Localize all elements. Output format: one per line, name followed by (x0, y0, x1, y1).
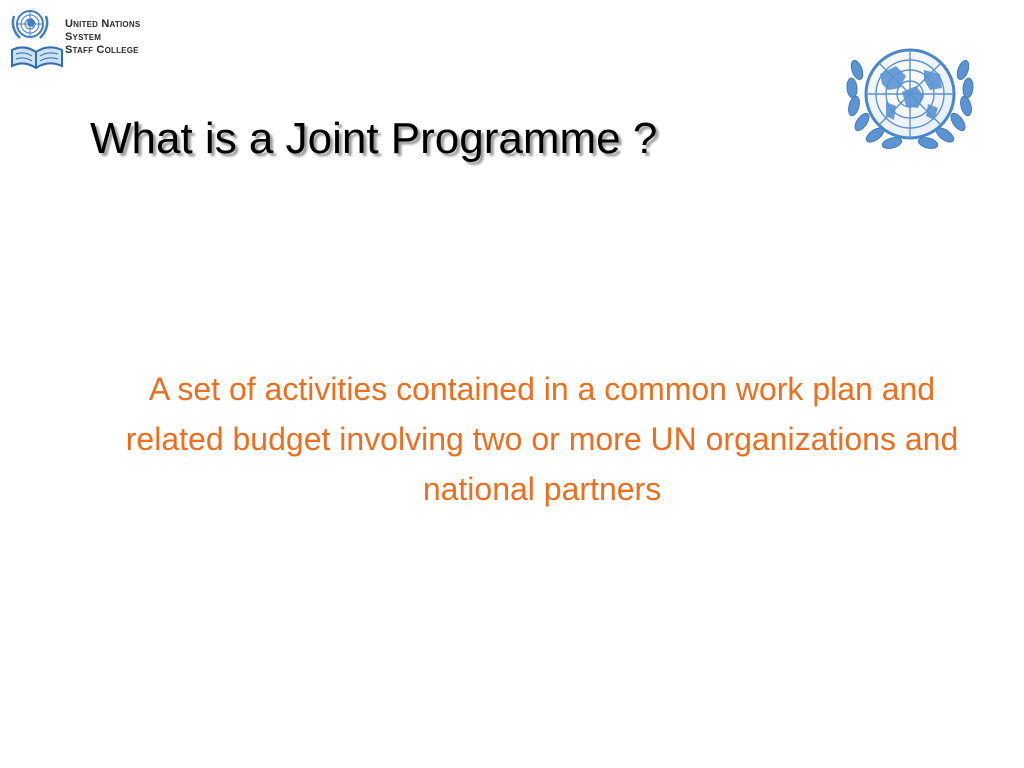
college-name-line: Staff College (65, 44, 139, 56)
college-name (65, 18, 140, 57)
slide-title: What is a Joint Programme ? (90, 114, 658, 163)
college-name-line: System (65, 31, 102, 43)
slide-body-text: A set of activities contained in a common work plan and related budget involving two or more UN organizations and national partners (125, 371, 959, 507)
un-emblem-with-book-icon (8, 6, 66, 70)
college-name-line: United Nations (65, 18, 141, 30)
college-brand (8, 6, 208, 70)
un-emblem-icon (844, 36, 976, 152)
